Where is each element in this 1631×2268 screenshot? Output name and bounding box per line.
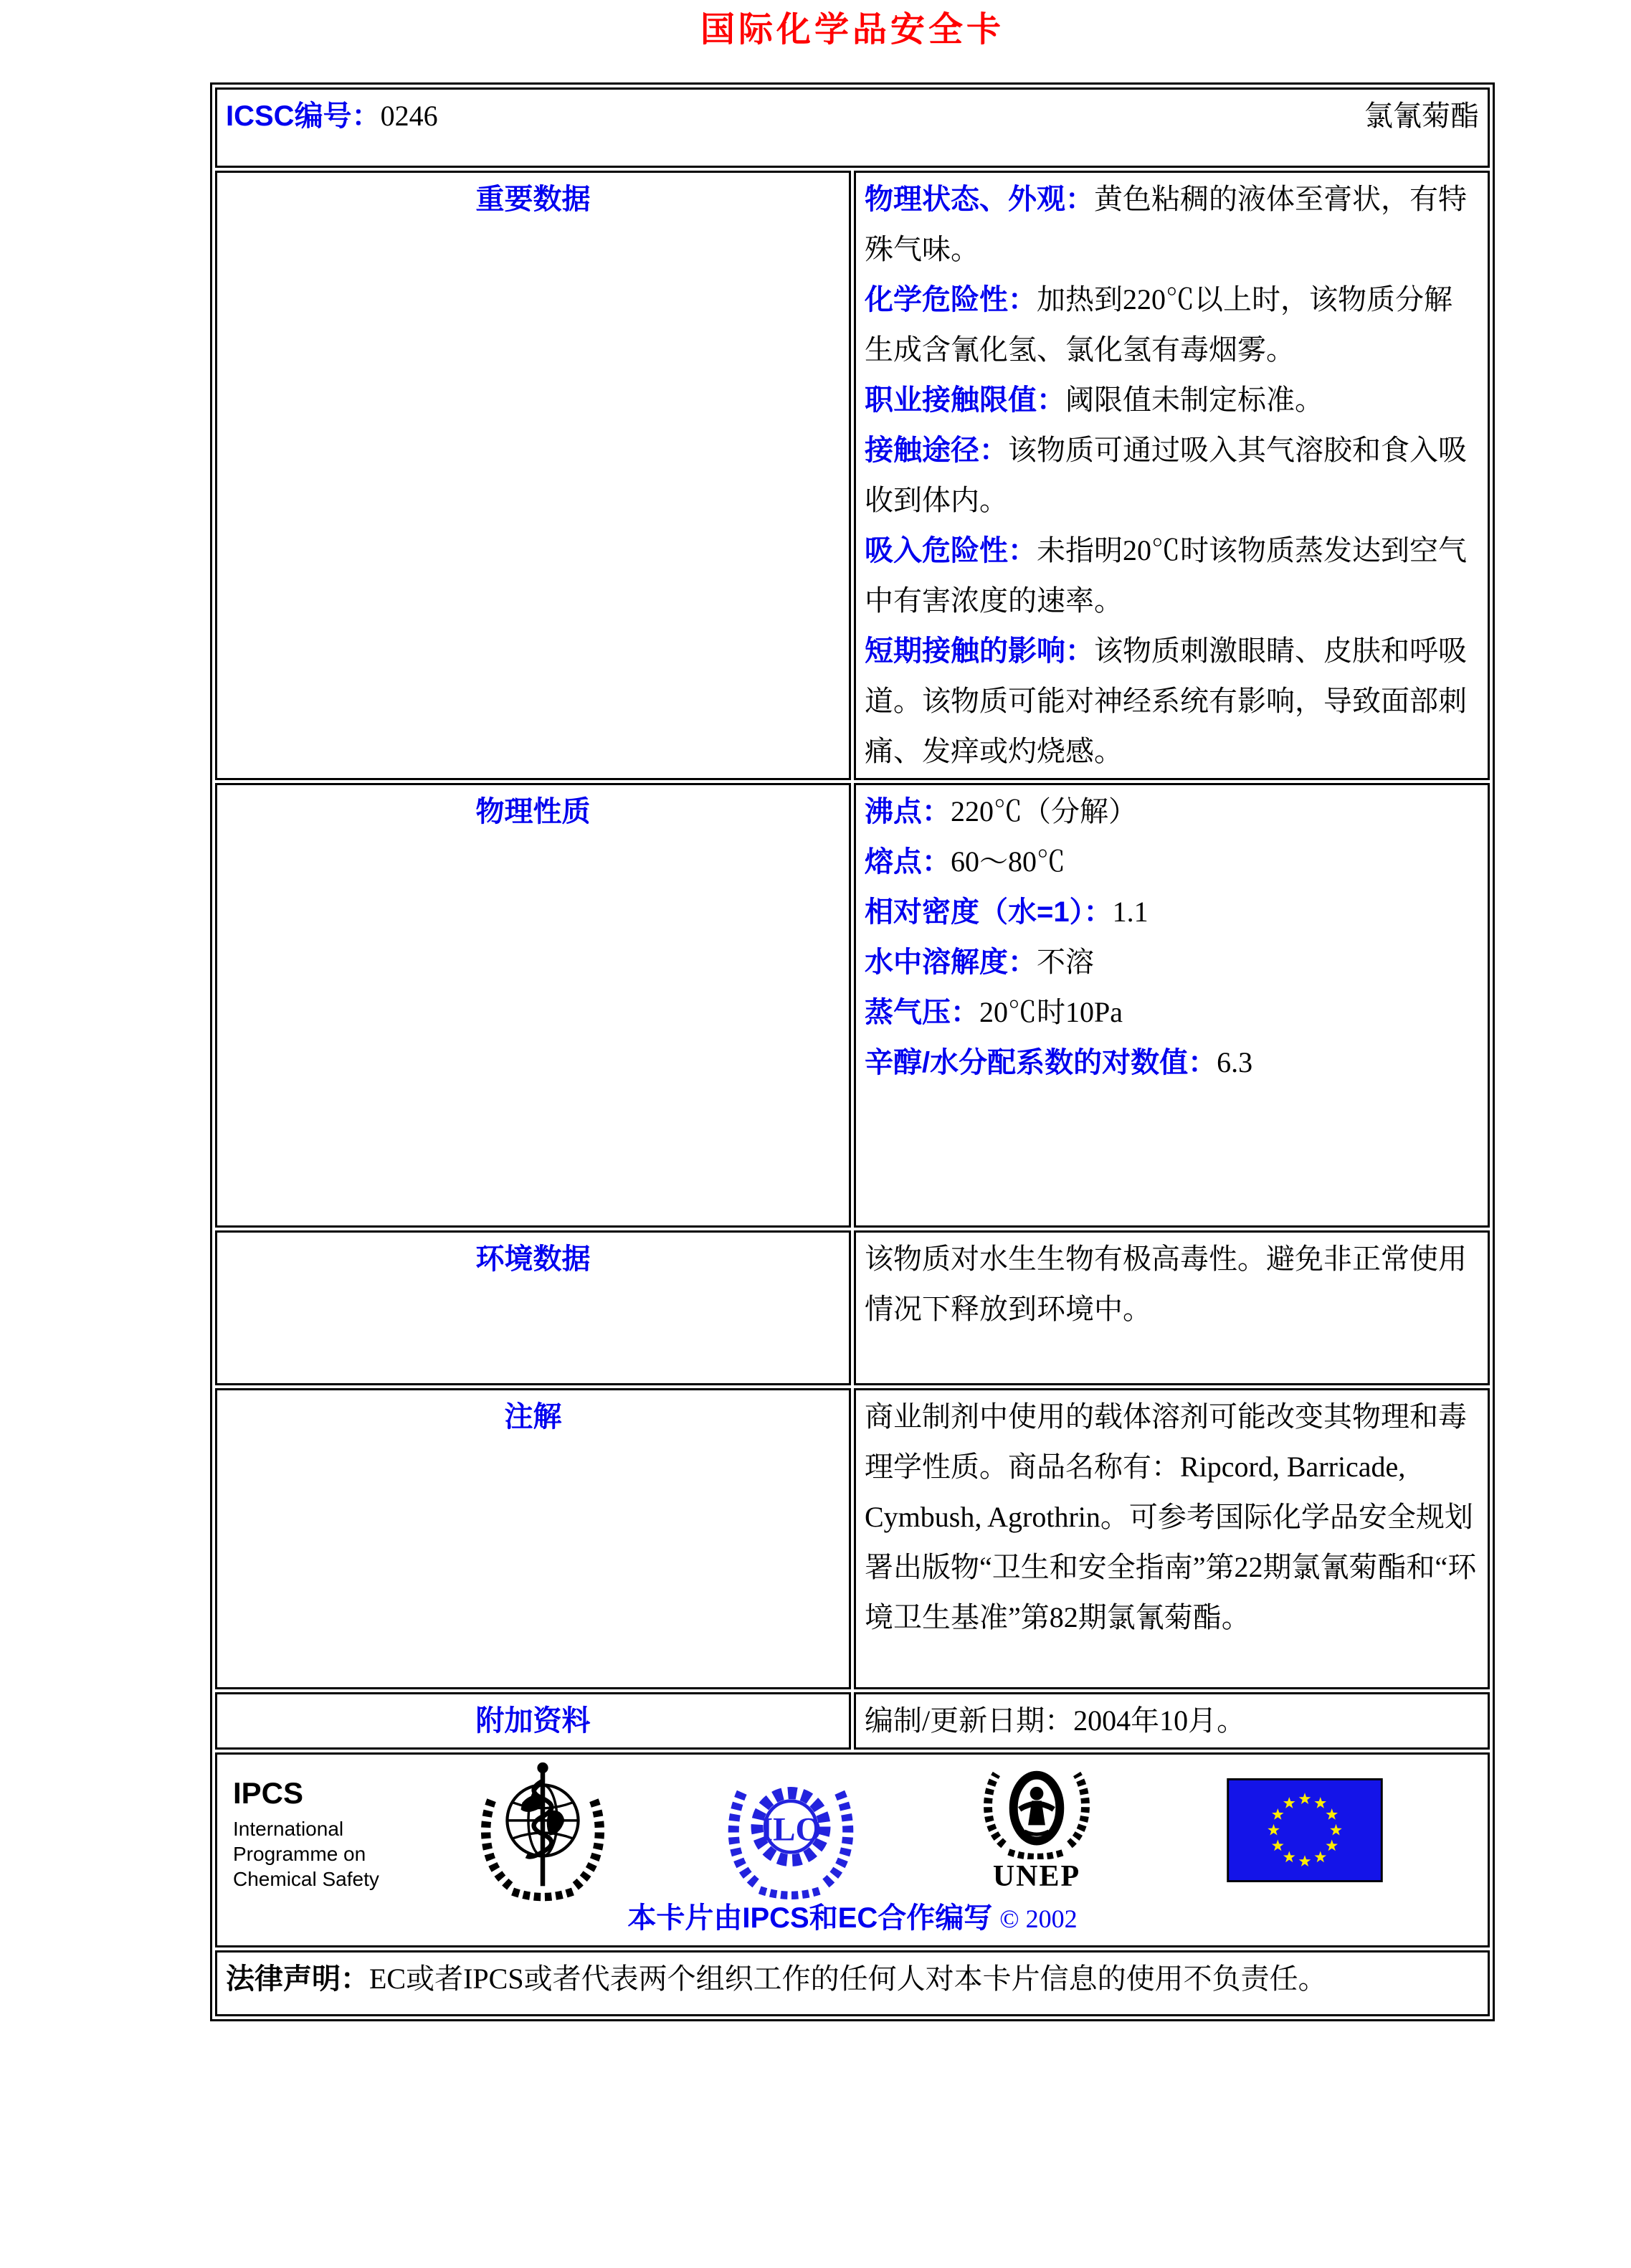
unep-logo <box>971 1762 1102 1892</box>
table-row-physical-properties <box>215 783 1490 1228</box>
item-text: 黄色粘稠的液体至膏状，有特殊气味。 <box>865 183 1467 265</box>
data-item <box>865 375 1479 425</box>
ipcs-line: Programme on <box>233 1843 366 1865</box>
table-row-additional-info <box>215 1692 1490 1750</box>
item-key: 接触途径： <box>865 435 1008 466</box>
icsc-card <box>210 82 1495 2021</box>
chemical-name: 氯氰菊酯 <box>1364 100 1479 132</box>
section-label-additional-info: 附加资料 <box>215 1692 851 1750</box>
data-item <box>865 626 1479 777</box>
table-row-footer <box>215 1752 1490 1947</box>
data-item <box>865 987 1479 1038</box>
data-item <box>865 887 1479 937</box>
section-label-environmental-data: 环境数据 <box>215 1230 851 1385</box>
item-text: 不溶 <box>1037 946 1094 978</box>
item-key: 熔点： <box>865 846 951 878</box>
copyright-text: © 2002 <box>999 1904 1078 1933</box>
item-key: 相对密度（水=1）： <box>865 896 1113 928</box>
data-item <box>865 837 1479 887</box>
item-text: 20℃时10Pa <box>979 996 1123 1028</box>
ilo-text: ILO <box>759 1811 822 1849</box>
item-text: 1.1 <box>1112 896 1149 928</box>
eu-flag-icon <box>1227 1778 1383 1882</box>
item-text: 220℃（分解） <box>951 795 1137 827</box>
data-item <box>865 275 1479 375</box>
item-text: 阈限值未制定标准。 <box>1065 384 1323 416</box>
item-text: 该物质刺激眼睛、皮肤和呼吸道。该物质可能对神经系统有影响，导致面部刺痛、发痒或灼烧感。 <box>865 635 1467 767</box>
item-key: 物理状态、外观： <box>865 184 1094 215</box>
section-content-notes <box>854 1388 1490 1689</box>
ipcs-title: IPCS <box>233 1776 304 1810</box>
data-item <box>865 1392 1479 1643</box>
data-item <box>865 174 1479 275</box>
item-key: 短期接触的影响： <box>865 635 1094 667</box>
credit-line <box>217 1898 1488 1939</box>
legal-notice-text: EC或者IPCS或者代表两个组织工作的任何人对本卡片信息的使用不负责任。 <box>369 1963 1327 1995</box>
section-content-important-data <box>854 171 1490 780</box>
section-content-environmental-data <box>854 1230 1490 1385</box>
item-key: 蒸气压： <box>865 997 979 1028</box>
credit-text: 本卡片由IPCS和EC合作编写 <box>627 1902 993 1934</box>
item-key: 辛醇/水分配系数的对数值： <box>865 1047 1217 1078</box>
item-key: 职业接触限值： <box>865 384 1065 416</box>
table-row-header <box>215 87 1490 168</box>
table-row-environmental-data <box>215 1230 1490 1385</box>
item-text: 未指明20℃时该物质蒸发达到空气中有害浓度的速率。 <box>865 534 1467 617</box>
who-logo-icon <box>474 1760 612 1905</box>
ipcs-line: Chemical Safety <box>233 1868 379 1890</box>
data-item <box>865 787 1479 837</box>
data-item <box>865 1038 1479 1088</box>
footer-cell <box>215 1752 1490 1947</box>
page-title: 国际化学品安全卡 <box>700 11 1004 49</box>
icsc-number-value: 0246 <box>380 100 438 132</box>
item-text: 加热到220℃以上时，该物质分解生成含氰化氢、氯化氢有毒烟雾。 <box>865 283 1452 366</box>
icsc-number-label: ICSC编号： <box>226 100 381 132</box>
table-row-important-data <box>215 171 1490 780</box>
ilo-logo-icon <box>723 1765 858 1899</box>
data-item <box>865 1234 1479 1334</box>
data-item <box>865 425 1479 526</box>
data-item <box>865 1696 1479 1746</box>
data-item <box>865 937 1479 987</box>
legal-notice-label: 法律声明： <box>226 1963 369 1995</box>
unep-label: UNEP <box>992 1860 1081 1893</box>
icsc-table <box>210 82 1495 2021</box>
item-key: 沸点： <box>865 796 951 827</box>
item-text: 编制/更新日期：2004年10月。 <box>865 1704 1246 1737</box>
item-text: 60～80℃ <box>951 845 1065 878</box>
unep-logo-icon <box>976 1762 1098 1859</box>
item-text: 该物质可通过吸入其气溶胶和食入吸收到体内。 <box>865 434 1467 516</box>
legal-cell <box>215 1950 1490 2016</box>
data-item <box>865 526 1479 626</box>
section-label-important-data: 重要数据 <box>215 171 851 780</box>
icsc-number <box>226 91 438 141</box>
table-row-legal <box>215 1950 1490 2016</box>
header-cell <box>215 87 1490 168</box>
item-key: 吸入危险性： <box>865 535 1037 566</box>
section-label-physical-properties: 物理性质 <box>215 783 851 1228</box>
item-key: 化学危险性： <box>865 284 1037 315</box>
item-key: 水中溶解度： <box>865 946 1037 978</box>
ipcs-line: International <box>233 1818 344 1840</box>
item-text: 该物质对水生生物有极高毒性。避免非正常使用情况下释放到环境中。 <box>865 1243 1467 1325</box>
section-content-additional-info <box>854 1692 1490 1750</box>
section-label-notes: 注解 <box>215 1388 851 1689</box>
item-text: 6.3 <box>1217 1046 1253 1078</box>
item-text: 商业制剂中使用的载体溶剂可能改变其物理和毒理学性质。商品名称有：Ripcord, Barricade, Cymbush, Agrothrin。可参考国际化学品安全规划署出版物“卫生和安全指南”第22期氯氰菊酯和“环境卫生基准”第82期氯氰菊酯。 <box>865 1400 1477 1633</box>
table-row-notes <box>215 1388 1490 1689</box>
ipcs-text-block <box>233 1776 379 1892</box>
section-content-physical-properties <box>854 783 1490 1228</box>
